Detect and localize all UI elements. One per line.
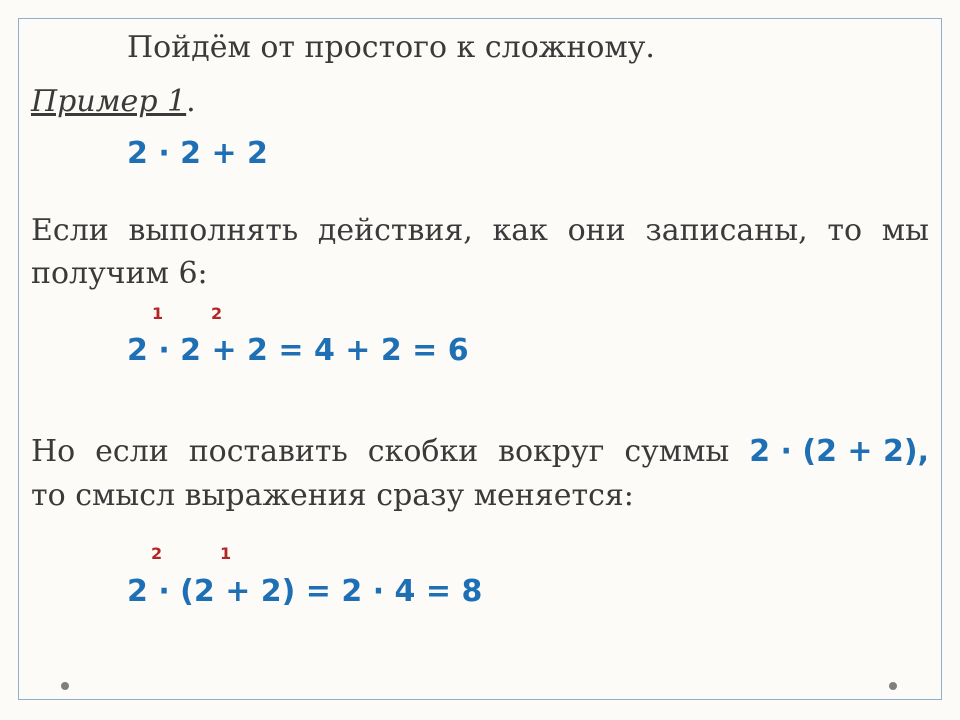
intro-text: Пойдём от простого к сложному. — [127, 30, 655, 65]
calculation-2: 2 · (2 + 2) = 2 · 4 = 8 — [127, 574, 483, 609]
word: действия, — [317, 213, 473, 248]
word: выполнять — [128, 213, 299, 248]
word: вокруг — [498, 434, 605, 469]
word: поставить — [188, 434, 348, 469]
word: Если — [31, 213, 109, 248]
bullet-dot — [889, 682, 897, 690]
word: они — [567, 213, 626, 248]
calculation-1: 2 · 2 + 2 = 4 + 2 = 6 — [127, 333, 469, 368]
word: Но — [31, 434, 76, 469]
example-heading — [31, 84, 196, 120]
step-marker: 1 — [152, 304, 164, 323]
paragraph-2-line-2: то смысл выражения сразу меняется: — [31, 478, 634, 513]
step-marker: 2 — [151, 544, 163, 563]
example-punct: . — [186, 84, 196, 119]
bullet-dot — [61, 682, 69, 690]
word: мы — [881, 213, 929, 248]
example-label: Пример 1 — [31, 84, 187, 119]
word: как — [492, 213, 548, 248]
word: записаны, — [645, 213, 808, 248]
step-marker: 1 — [220, 544, 232, 563]
word: если — [95, 434, 169, 469]
word: то — [827, 213, 863, 248]
paragraph-1-line-2: получим 6: — [31, 256, 208, 291]
paragraph-2-line-1 — [31, 434, 929, 470]
word: суммы — [624, 434, 730, 469]
paragraph-1-line-1 — [31, 213, 929, 249]
highlighted-expression: 2 · (2 + 2), — [749, 434, 929, 469]
word: скобки — [367, 434, 479, 469]
step-marker: 2 — [211, 304, 223, 323]
expression-1: 2 · 2 + 2 — [127, 136, 268, 171]
